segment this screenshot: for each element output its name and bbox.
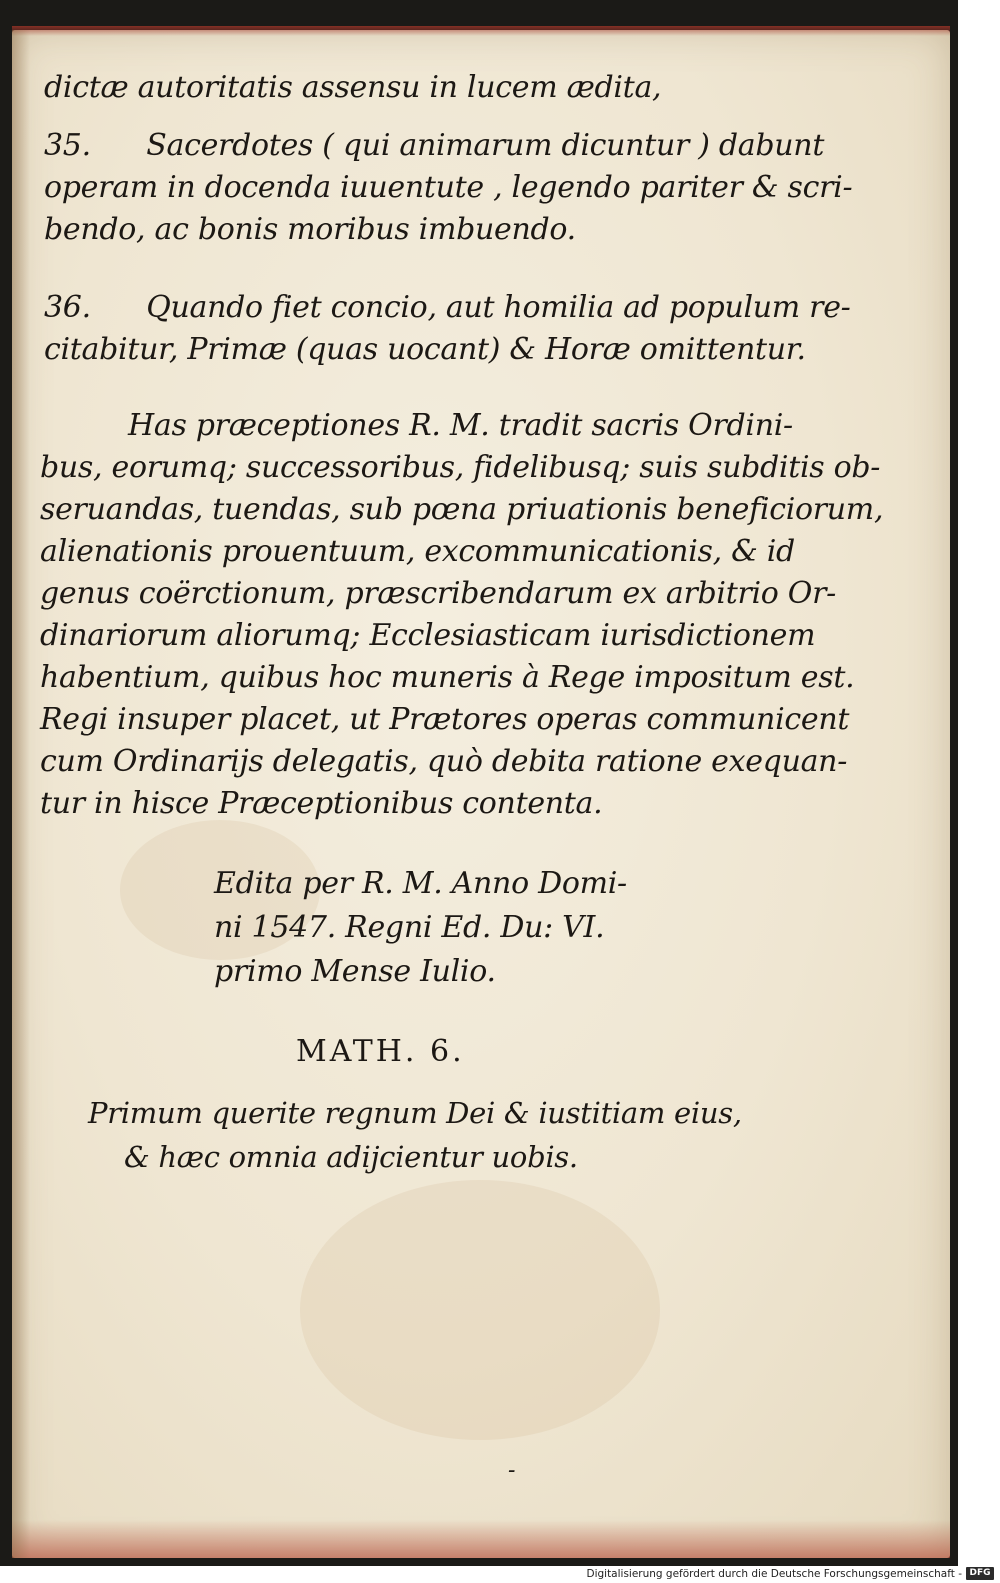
colophon-line-3: primo Mense Iulio.: [214, 954, 496, 989]
text-line-item-35: 35. Sacerdotes ( qui animarum dicuntur ) dabunt: [44, 128, 825, 163]
scripture-line-1: Primum querite regnum Dei & iustitiam eius,: [88, 1096, 742, 1130]
paragraph-line-9: cum Ordinarijs delegatis, quò debita ratione exequan-: [40, 744, 848, 779]
page-edge-bottom: [12, 1520, 950, 1558]
text-line-3: operam in docenda iuuentute , legendo pariter & scri-: [44, 170, 853, 205]
dfg-logo: DFG: [966, 1567, 994, 1580]
text-line-4: bendo, ac bonis moribus imbuendo.: [44, 212, 576, 247]
paragraph-line-5: genus coërctionum, præscribendarum ex arbitrio Or-: [40, 576, 836, 611]
scripture-line-2: & hæc omnia adijcientur uobis.: [124, 1140, 578, 1174]
paragraph-line-1: Has præceptiones R. M. tradit sacris Ordini-: [128, 408, 793, 443]
paragraph-line-3: seruandas, tuendas, sub pœna priuationis beneficiorum,: [40, 492, 884, 527]
colophon-line-2: ni 1547. Regni Ed. Du: VI.: [214, 910, 605, 945]
page-edge-left: [12, 30, 30, 1558]
paragraph-line-4: alienationis prouentuum, excommunicationis, & id: [40, 534, 795, 569]
scripture-heading: MATH. 6.: [296, 1034, 465, 1069]
paper-stain: [300, 1180, 660, 1440]
colophon-line-1: Edita per R. M. Anno Domi-: [214, 866, 627, 901]
paragraph-line-6: dinariorum aliorumq; Ecclesiasticam iurisdictionem: [40, 618, 816, 653]
paragraph-line-7: habentium, quibus hoc muneris à Rege impositum est.: [40, 660, 855, 695]
text-line-6: citabitur, Primæ (quas uocant) & Horæ omittentur.: [44, 332, 806, 367]
paragraph-line-10: tur in hisce Præceptionibus contenta.: [40, 786, 603, 821]
catchword-mark: -: [508, 1458, 516, 1483]
page-edge-top: [12, 26, 950, 36]
paragraph-line-2: bus, eorumq; successoribus, fidelibusq; suis subditis ob-: [40, 450, 881, 485]
text-line-1: dictæ autoritatis assensu in lucem ædita,: [44, 70, 662, 105]
paragraph-line-8: Regi insuper placet, ut Prætores operas communicent: [40, 702, 850, 737]
funding-credit: Digitalisierung gefördert durch die Deutsche Forschungsgemeinschaft -: [586, 1568, 962, 1580]
text-line-item-36: 36. Quando fiet concio, aut homilia ad populum re-: [44, 290, 851, 325]
